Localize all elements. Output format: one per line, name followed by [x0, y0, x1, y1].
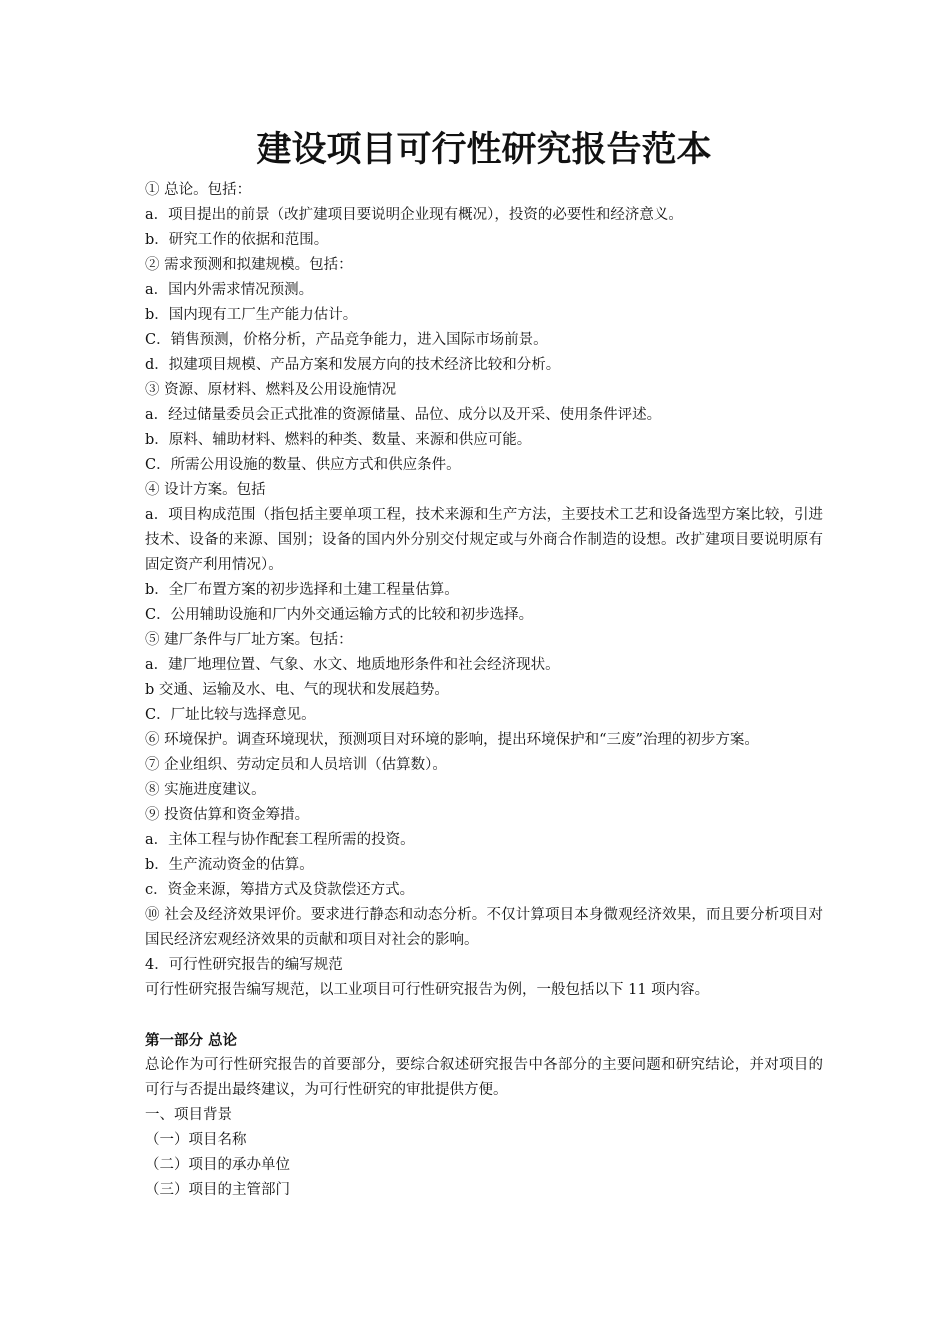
text-line: C．厂址比较与选择意见。: [145, 707, 316, 723]
text-line: b．原料、辅助材料、燃料的种类、数量、来源和供应可能。: [145, 432, 532, 448]
text-line: ① 总论。包括：: [145, 182, 252, 198]
text-line: （三）项目的主管部门: [145, 1182, 290, 1198]
text-line: b．研究工作的依据和范围。: [145, 232, 329, 248]
text-line: ⑨ 投资估算和资金筹措。: [145, 807, 310, 823]
text-line: b 交通、运输及水、电、气的现状和发展趋势。: [145, 682, 449, 698]
text-line: （一）项目名称: [145, 1132, 247, 1148]
text-line: a．主体工程与协作配套工程所需的投资。: [145, 832, 415, 848]
text-line: a．建厂地理位置、气象、水文、地质地形条件和社会经济现状。: [145, 657, 560, 673]
paragraph-design-scope: a．项目构成范围（指包括主要单项工程，技术来源和生产方法，主要技术工艺和设备选型方案比较，引进技术、设备的来源、国别；设备的国内外分别交付规定或与外商合作制造的设想。改扩建项目要说明原有固定资产利用情况）。: [145, 507, 823, 573]
text-line: ⑦ 企业组织、劳动定员和人员培训（估算数）。: [145, 757, 447, 773]
text-line: C．销售预测，价格分析，产品竞争能力，进入国际市场前景。: [145, 332, 548, 348]
text-line: C．所需公用设施的数量、供应方式和供应条件。: [145, 457, 461, 473]
text-line: ② 需求预测和拟建规模。包括：: [145, 257, 353, 273]
text-line: C．公用辅助设施和厂内外交通运输方式的比较和初步选择。: [145, 607, 534, 623]
text-line: ⑤ 建厂条件与厂址方案。包括：: [145, 632, 353, 648]
paragraph-environment: ⑥ 环境保护。调查环境现状，预测项目对环境的影响，提出环境保护和“三废”治理的初步方案。: [145, 732, 759, 748]
paragraph-social-economic: ⑩ 社会及经济效果评价。要求进行静态和动态分析。不仅计算项目本身微观经济效果，而且要分析项目对国民经济宏观经济效果的贡献和项目对社会的影响。: [145, 907, 823, 948]
section-heading: 第一部分 总论: [145, 1032, 238, 1049]
text-line: a．项目提出的前景（改扩建项目要说明企业现有概况），投资的必要性和经济意义。: [145, 207, 683, 223]
text-line: a．国内外需求情况预测。: [145, 282, 314, 298]
text-line: b．国内现有工厂生产能力估计。: [145, 307, 358, 323]
text-line: d．拟建项目规模、产品方案和发展方向的技术经济比较和分析。: [145, 357, 561, 373]
text-line: a．经过储量委员会正式批准的资源储量、品位、成分以及开采、使用条件评述。: [145, 407, 662, 423]
text-line: （二）项目的承办单位: [145, 1157, 290, 1173]
text-line: ⑧ 实施进度建议。: [145, 782, 266, 798]
document-title: 建设项目可行性研究报告范本: [256, 129, 712, 170]
text-line: b．生产流动资金的估算。: [145, 857, 314, 873]
document-page: [145, 128, 823, 1203]
paragraph-summary: 总论作为可行性研究报告的首要部分，要综合叙述研究报告中各部分的主要问题和研究结论，并对项目的可行与否提出最终建议，为可行性研究的审批提供方便。: [145, 1057, 823, 1098]
text-line: ③ 资源、原材料、燃料及公用设施情况: [145, 382, 397, 398]
text-line: ④ 设计方案。包括: [145, 482, 266, 498]
text-line: 可行性研究报告编写规范，以工业项目可行性研究报告为例，一般包括以下 11 项内容。: [145, 982, 710, 998]
text-line: b．全厂布置方案的初步选择和土建工程量估算。: [145, 582, 459, 598]
text-line: c．资金来源，筹措方式及贷款偿还方式。: [145, 882, 415, 898]
text-line: 一、项目背景: [145, 1107, 232, 1123]
text-line: 4．可行性研究报告的编写规范: [145, 957, 343, 973]
blank-line: [145, 1003, 823, 1028]
